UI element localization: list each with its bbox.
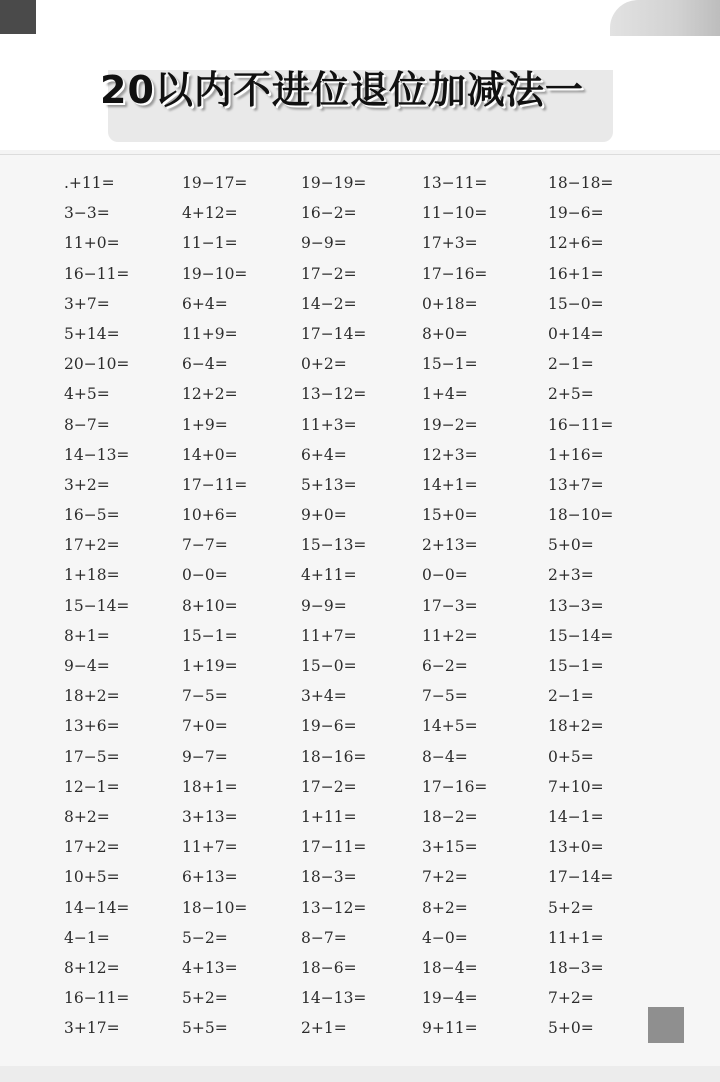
problem-item: 18−4= (422, 958, 478, 977)
problem-row (0, 349, 720, 379)
problem-item: 19−17= (182, 174, 248, 192)
problem-row (0, 711, 720, 741)
problem-item: 7+2= (422, 868, 468, 887)
problem-item: 16−11= (64, 264, 130, 283)
problem-item: 17−5= (64, 747, 120, 766)
problem-row (0, 259, 720, 289)
problem-item: 1+9= (182, 415, 228, 434)
page-bottom-edge (0, 1066, 720, 1082)
problem-item: 2−1= (548, 687, 594, 706)
problem-item: 14−13= (64, 445, 130, 464)
problem-item: 2−1= (548, 355, 594, 374)
problem-item: 13+0= (548, 838, 604, 857)
problem-item: 14−1= (548, 807, 604, 826)
problem-item: 12+2= (182, 385, 238, 404)
problem-item: 11+9= (182, 324, 238, 343)
problem-item: 11+2= (422, 626, 478, 645)
problem-item: 4+5= (64, 385, 110, 404)
problem-row (0, 651, 720, 681)
problem-item: 11+3= (301, 415, 357, 434)
problem-item: 17−3= (422, 596, 478, 615)
problem-item: 17+3= (422, 234, 478, 253)
problem-row (0, 1013, 720, 1043)
problem-item: 7+2= (548, 989, 594, 1008)
problem-item: 18−16= (301, 747, 367, 766)
problem-row (0, 923, 720, 953)
problem-item: 11−10= (422, 204, 488, 223)
problem-item: 11+7= (301, 626, 357, 645)
problem-item: 18−2= (422, 807, 478, 826)
problem-item: 20−10= (64, 355, 130, 374)
problem-item: 19−6= (548, 204, 604, 223)
problem-item: 0−0= (182, 566, 228, 585)
problem-item: 7−7= (182, 536, 228, 555)
problem-item: 17+2= (64, 838, 120, 857)
problem-row (0, 832, 720, 862)
problem-item: 11−1= (182, 234, 238, 253)
problem-item: 6+4= (301, 445, 347, 464)
problem-item: 7+0= (182, 717, 228, 736)
problem-item: 5+0= (548, 1019, 594, 1038)
problem-item: 8+2= (64, 807, 110, 826)
page-corner-marker (648, 1007, 684, 1043)
problem-row (0, 953, 720, 983)
problem-item: 12+6= (548, 234, 604, 253)
problem-item: 4+12= (182, 204, 238, 223)
problem-row (0, 983, 720, 1013)
problem-row (0, 228, 720, 258)
problem-item: 8−7= (301, 928, 347, 947)
problem-row (0, 410, 720, 440)
problem-item: 3+17= (64, 1019, 120, 1038)
corner-decoration-right (610, 0, 720, 36)
problem-item: 8+0= (422, 324, 468, 343)
problem-item: 2+13= (422, 536, 478, 555)
problem-row (0, 319, 720, 349)
problem-item: 4−1= (64, 928, 110, 947)
problem-item: 1+11= (301, 807, 357, 826)
problem-item: 17−14= (301, 324, 367, 343)
problem-item: 19−2= (422, 415, 478, 434)
problem-item: 7−5= (422, 687, 468, 706)
problem-item: 11+0= (64, 234, 120, 253)
problem-item: 18−3= (301, 868, 357, 887)
problem-item: 0+14= (548, 324, 604, 343)
problem-item: 8−7= (64, 415, 110, 434)
problem-item: 16−5= (64, 506, 120, 525)
problem-item: 15−0= (301, 657, 357, 675)
problem-item: 17−11= (301, 838, 367, 857)
problem-item: 12+3= (422, 445, 478, 464)
problem-item: 3+4= (301, 687, 347, 706)
problem-item: 17−11= (182, 475, 248, 494)
problem-item: 0−0= (422, 566, 468, 585)
problem-item: 15−14= (548, 626, 614, 645)
problem-item: 13−12= (301, 385, 367, 404)
problem-item: 13+6= (64, 717, 120, 736)
problem-item: 14+1= (422, 475, 478, 494)
problem-item: 16+1= (548, 264, 604, 283)
problem-item: 5+2= (182, 989, 228, 1008)
problem-row (0, 591, 720, 621)
problem-item: 13+7= (548, 475, 604, 494)
problem-item: 2+1= (301, 1019, 347, 1038)
problem-item: 1+18= (64, 566, 120, 585)
problem-item: 16−11= (548, 415, 614, 434)
problem-item: 1+16= (548, 445, 604, 464)
problem-row (0, 560, 720, 590)
problem-item: 0+5= (548, 747, 594, 766)
problem-item: 17−14= (548, 868, 614, 887)
problem-item: 17−16= (422, 777, 488, 796)
problem-item: 13−3= (548, 596, 604, 615)
problem-row (0, 742, 720, 772)
problem-row (0, 681, 720, 711)
problem-item: 7+10= (548, 777, 604, 796)
problem-item: 4+13= (182, 958, 238, 977)
problem-item: 11+7= (182, 838, 238, 857)
problem-item: 8−4= (422, 747, 468, 766)
problem-item: 3+2= (64, 475, 110, 494)
problem-item: 3+7= (64, 294, 110, 313)
problem-item: 17−2= (301, 777, 357, 796)
problem-item: 7−5= (182, 687, 228, 706)
problem-item: 17−2= (301, 264, 357, 283)
problem-item: 5+13= (301, 475, 357, 494)
problem-item: 18+1= (182, 777, 238, 796)
problem-item: 14+5= (422, 717, 478, 736)
problem-item: 3+13= (182, 807, 238, 826)
problem-item: 9−9= (301, 234, 347, 253)
problem-item: 11+1= (548, 928, 604, 947)
problem-row (0, 198, 720, 228)
problem-item: 2+5= (548, 385, 594, 404)
problem-item: 18−6= (301, 958, 357, 977)
problem-item: 3−3= (64, 204, 110, 223)
problem-item: 18−10= (182, 898, 248, 917)
problem-item: 18+2= (548, 717, 604, 736)
problem-item: 18+2= (64, 687, 120, 706)
problem-item: 19−6= (301, 717, 357, 736)
problem-item: 18−18= (548, 174, 614, 192)
problem-item: 4+11= (301, 566, 357, 585)
problem-item: 19−10= (182, 264, 248, 283)
problem-item: 0+18= (422, 294, 478, 313)
problem-item: 10+5= (64, 868, 120, 887)
problem-row (0, 168, 720, 198)
problem-item: 5+14= (64, 324, 120, 343)
problem-item: 9+11= (422, 1019, 478, 1038)
problem-item: 2+3= (548, 566, 594, 585)
problem-item: 16−11= (64, 989, 130, 1008)
problem-item: 0+2= (301, 355, 347, 374)
problem-row (0, 470, 720, 500)
problem-item: 12−1= (64, 777, 120, 796)
problem-item: 3+15= (422, 838, 478, 857)
problem-row (0, 289, 720, 319)
problem-item: 19−19= (301, 174, 367, 192)
problem-item: 15−1= (182, 626, 238, 645)
problem-item: 1+19= (182, 657, 238, 675)
problem-item: 1+4= (422, 385, 468, 404)
problem-row (0, 772, 720, 802)
problem-item: 15−1= (422, 355, 478, 374)
problem-row (0, 893, 720, 923)
problem-row (0, 802, 720, 832)
problem-item: 14+0= (182, 445, 238, 464)
problem-item: .+11= (64, 174, 115, 192)
problem-row (0, 500, 720, 530)
problem-item: 17−16= (422, 264, 488, 283)
problem-item: 17+2= (64, 536, 120, 555)
problem-item: 6−2= (422, 657, 468, 675)
problem-row (0, 862, 720, 892)
problem-item: 13−12= (301, 898, 367, 917)
problem-item: 19−4= (422, 989, 478, 1008)
problem-item: 8+1= (64, 626, 110, 645)
problem-item: 15−14= (64, 596, 130, 615)
problem-item: 9−7= (182, 747, 228, 766)
problem-item: 14−2= (301, 294, 357, 313)
problem-row (0, 530, 720, 560)
problem-row (0, 379, 720, 409)
problem-item: 15+0= (422, 506, 478, 525)
problem-grid (0, 168, 720, 1043)
problem-item: 5+5= (182, 1019, 228, 1038)
problem-item: 8+10= (182, 596, 238, 615)
problem-item: 6+13= (182, 868, 238, 887)
problem-item: 4−0= (422, 928, 468, 947)
problem-item: 5−2= (182, 928, 228, 947)
problem-item: 6−4= (182, 355, 228, 374)
problem-row (0, 440, 720, 470)
problem-item: 9−4= (64, 657, 110, 675)
problem-item: 9+0= (301, 506, 347, 525)
problem-item: 15−1= (548, 657, 604, 675)
problem-item: 13−11= (422, 174, 488, 192)
problem-item: 9−9= (301, 596, 347, 615)
problem-item: 5+0= (548, 536, 594, 555)
corner-decoration-left (0, 0, 36, 34)
problem-item: 14−14= (64, 898, 130, 917)
problem-item: 5+2= (548, 898, 594, 917)
problem-item: 16−2= (301, 204, 357, 223)
problem-item: 6+4= (182, 294, 228, 313)
problem-item: 15−0= (548, 294, 604, 313)
problem-row (0, 621, 720, 651)
problem-item: 15−13= (301, 536, 367, 555)
problem-item: 10+6= (182, 506, 238, 525)
worksheet-title: 20以内不进位退位加减法一 (100, 68, 584, 112)
problem-item: 8+2= (422, 898, 468, 917)
problem-item: 8+12= (64, 958, 120, 977)
problem-item: 14−13= (301, 989, 367, 1008)
problem-item: 18−10= (548, 506, 614, 525)
problem-item: 18−3= (548, 958, 604, 977)
